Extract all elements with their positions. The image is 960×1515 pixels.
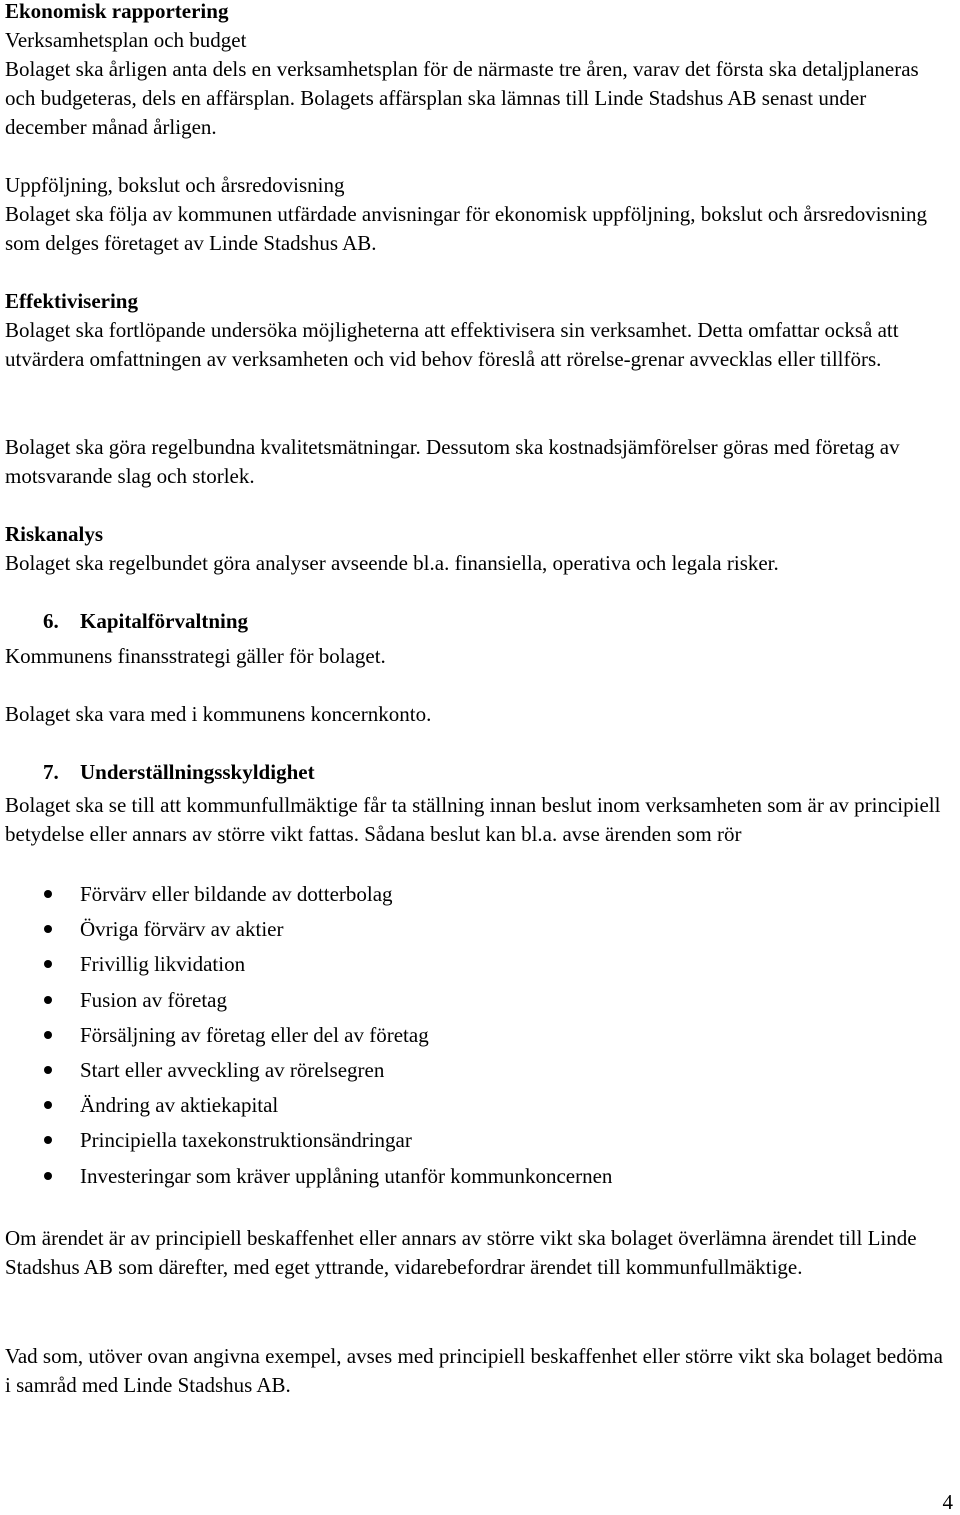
list-item-text: Principiella taxekonstruktionsändringar <box>80 1128 412 1153</box>
section-7-title: Underställningsskyldighet <box>80 760 315 784</box>
paragraph-effektivisering-2: Bolaget ska göra regelbundna kvalitetsmätningar. Dessutom ska kostnadsjämförelser göras med företag av motsvarande slag och storlek. <box>5 435 900 488</box>
list-item <box>5 986 612 1021</box>
bullet-icon <box>44 925 52 933</box>
paragraph-effektivisering-1: Bolaget ska fortlöpande undersöka möjligheterna att effektivisera sin verksamhet. Detta omfattar också att utvärdera omfattningen av verksamheten och vid behov föreslå att rörelse-grenar avvecklas eller tillförs. <box>5 318 899 371</box>
list-item-text: Start eller avveckling av rörelsegren <box>80 1057 385 1082</box>
list-item <box>5 880 612 915</box>
bullet-icon <box>44 1172 52 1180</box>
list-item-text: Frivillig likvidation <box>80 952 246 977</box>
list-item <box>5 1091 612 1126</box>
section-7-heading <box>5 758 953 787</box>
list-item <box>5 1126 612 1161</box>
list-item-text: Försäljning av företag eller del av företag <box>80 1022 429 1047</box>
page-number: 4 <box>942 1490 953 1514</box>
bullet-icon <box>44 960 52 968</box>
paragraph-verksamhetsplan: Bolaget ska årligen anta dels en verksamhetsplan för de närmaste tre åren, varav det första ska detaljplaneras och budgeteras, dels en affärsplan. Bolagets affärsplan ska lämnas till Linde Stadshus AB senast under december månad årligen. <box>5 57 919 139</box>
list-item <box>5 1162 612 1197</box>
bullet-icon <box>44 1066 52 1074</box>
list-item-text: Investeringar som kräver upplåning utanför kommunkoncernen <box>80 1163 613 1188</box>
list-item-text: Övriga förvärv av aktier <box>80 917 284 942</box>
bullet-icon <box>44 1136 52 1144</box>
list-item-text: Förvärv eller bildande av dotterbolag <box>80 882 393 906</box>
paragraph-samrad: Vad som, utöver ovan angivna exempel, avses med principiell beskaffenhet eller större vikt ska bolaget bedöma i samråd med Linde Stadshus AB. <box>5 1344 943 1397</box>
paragraph-kapital-1: Kommunens finansstrategi gäller för bolaget. <box>5 644 386 668</box>
paragraph-uppfoljning: Bolaget ska följa av kommunen utfärdade anvisningar för ekonomisk uppföljning, bokslut och årsredovisning som delges företaget av Linde Stadshus AB. <box>5 202 928 255</box>
heading-effektivisering: Effektivisering <box>5 289 138 313</box>
subheading-verksamhetsplan: Verksamhetsplan och budget <box>5 28 247 52</box>
subheading-uppfoljning: Uppföljning, bokslut och årsredovisning <box>5 173 345 197</box>
bullet-icon <box>44 890 52 898</box>
bullet-icon <box>44 996 52 1004</box>
bullet-icon <box>44 1031 52 1039</box>
list-item-text: Ändring av aktiekapital <box>80 1093 279 1118</box>
list-item <box>5 1021 612 1056</box>
list-item <box>5 1056 612 1091</box>
heading-riskanalys: Riskanalys <box>5 522 104 546</box>
paragraph-underställning-intro: Bolaget ska se till att kommunfullmäktige får ta ställning innan beslut inom verksamheten som är av principiell betydelse eller annars av större vikt fattas. Sådana beslut kan bl.a. avse ärenden som rör <box>5 793 941 846</box>
matter-list <box>5 880 612 1197</box>
paragraph-riskanalys: Bolaget ska regelbundet göra analyser avseende bl.a. finansiella, operativa och legala risker. <box>5 551 779 575</box>
heading-ekonomisk-rapportering: Ekonomisk rapportering <box>5 0 229 23</box>
list-item-text: Fusion av företag <box>80 987 227 1012</box>
bullet-icon <box>44 1101 52 1109</box>
paragraph-kapital-2: Bolaget ska vara med i kommunens koncernkonto. <box>5 702 432 726</box>
list-item <box>5 915 612 950</box>
section-6-title: Kapitalförvaltning <box>80 609 249 633</box>
section-6-heading <box>5 607 953 636</box>
paragraph-principiell-beskaffenhet: Om ärendet är av principiell beskaffenhet eller annars av större vikt ska bolaget överlämna ärendet till Linde Stadshus AB som därefter, med eget yttrande, vidarebefordrar ärendet till kommunfullmäktige. <box>5 1226 917 1279</box>
section-7-number: 7. <box>43 760 59 784</box>
list-item <box>5 950 612 985</box>
section-6-number: 6. <box>43 609 59 633</box>
